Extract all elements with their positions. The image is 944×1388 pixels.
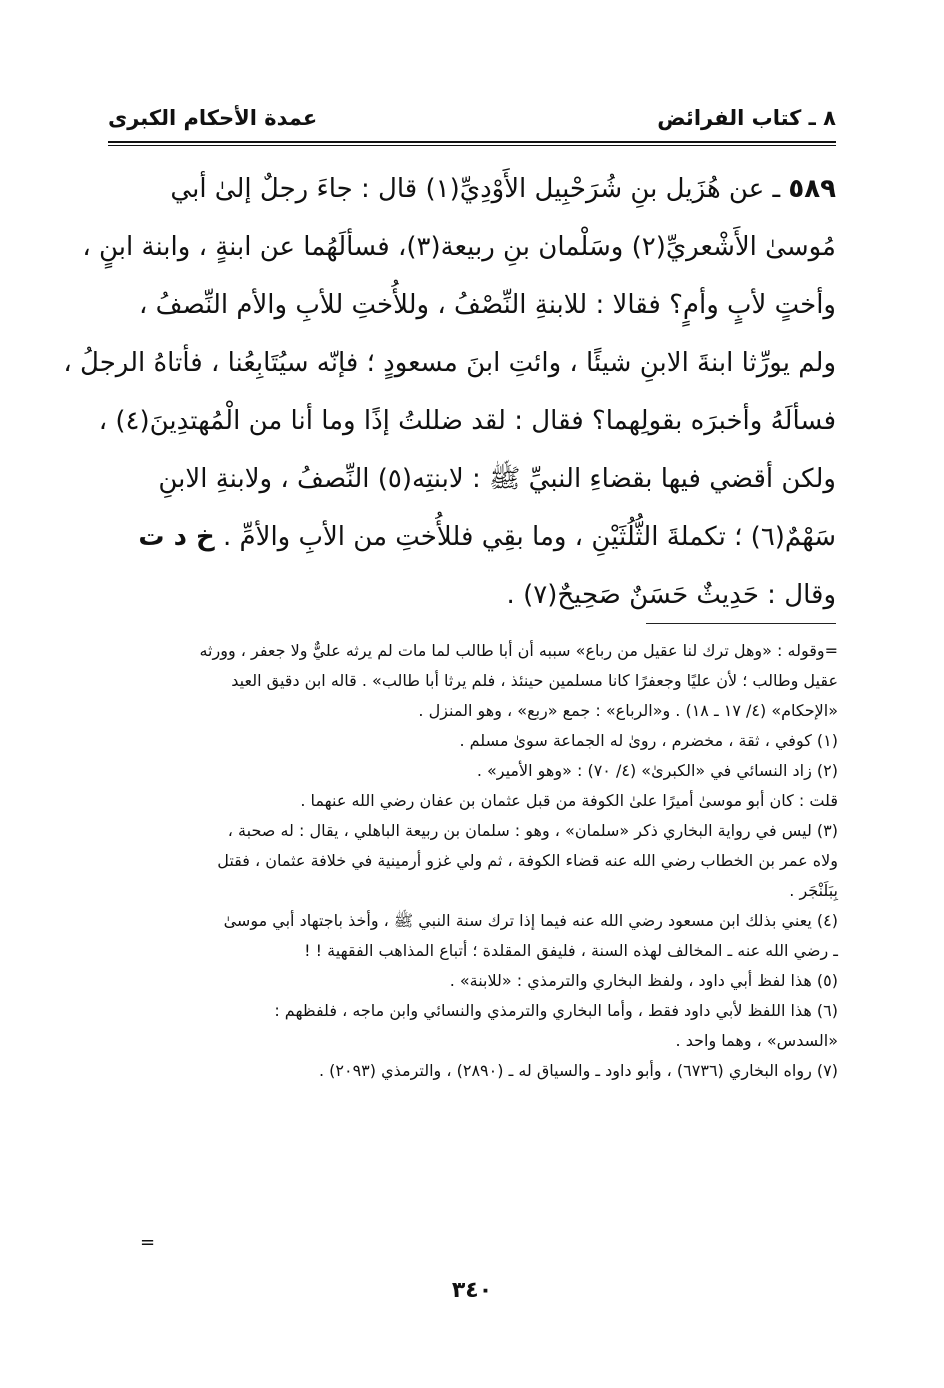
footnote-2: (٢) زاد النسائي في «الكبرىٰ» (٤/ ٧٠) : «وهو الأمير» . — [476, 761, 838, 780]
hadith-number: ٥٨٩ — [788, 174, 836, 204]
footnote-4: (٤) يعني بذلك ابن مسعود رضي الله عنه فيما إذا ترك سنة النبي ﷺ ، وأخذ باجتهاد أبي موسىٰ — [223, 911, 838, 930]
hadith-text — [63, 160, 836, 624]
footnote-line: ولاه عمر بن الخطاب رضي الله عنه قضاء الكوفة ، ثم ولي غزو أرمينية في خلافة عثمان ، فقتل — [217, 851, 838, 870]
hadith-line-3: وأختٍ لأبٍ وأمٍ؟ فقالا : للابنةِ النِّصْفُ ، وللأُختِ للأبِ والأم النِّصفُ ، — [139, 290, 836, 320]
footnote-line: ـ رضي الله عنه ـ المخالف لهذه السنة ، فليفق المقلدة ؛ أتباع المذاهب الفقهية ! ! — [304, 941, 838, 960]
footnote-line: =وقوله : «وهل ترك لنا عقيل من رباع» سببه أن أبا طالب لما مات لم يرثه عليٌّ ولا جعفر ، وورثه — [199, 641, 838, 660]
hadith-line-2: مُوسىٰ الأَشْعريِّ(٢) وسَلْمان بنِ ربيعة(٣)، فسألَهُما عن ابنةٍ ، وابنة ابنٍ ، — [82, 232, 836, 262]
footnote-line: «السدس» ، وهما واحد . — [675, 1031, 838, 1050]
hadith-line-7: سَهْمٌ(٦) ؛ تكملةَ الثُّلُثَيْنِ ، وما بقِي فللأُختِ من الأبِ والأمِّ . خ د ت — [138, 522, 836, 552]
footnote-3: (٣) ليس في رواية البخاري ذكر «سلمان» ، وهو : سلمان بن ربيعة الباهلي ، يقال : له صحبة ، — [227, 821, 838, 840]
continuation-mark: = — [140, 1232, 156, 1253]
source-sigla: خ د ت — [138, 522, 215, 552]
hadith-line-8: وقال : حَدِيثٌ حَسَنٌ صَحِيحٌ(٧) . — [506, 580, 836, 610]
footnote-separator — [646, 623, 836, 624]
footnote-line: قلت : كان أبو موسىٰ أميرًا علىٰ الكوفة من قبل عثمان بن عفان رضي الله عنهما . — [300, 791, 838, 810]
footnote-line: عقيل وطالب ؛ لأن عليًا وجعفرًا كانا مسلمين حينئذ ، فلم يرثا أبا طالب» . قاله ابن دقيق العيد — [231, 671, 838, 690]
book-title: عمدة الأحكام الكبرى — [108, 106, 318, 130]
hadith-line-5: فسألَهُ وأخبرَه بقولِهما؟ فقال : لقد ضللتُ إذًا وما أنا من الْمُهتدِينَ(٤) ، — [98, 406, 836, 436]
chapter-title: ٨ ـ كتاب الفرائض — [657, 106, 836, 130]
footnote-1: (١) كوفي ، ثقة ، مخضرم ، روىٰ له الجماعة سوىٰ مسلم . — [459, 731, 838, 750]
running-header — [108, 100, 836, 140]
hadith-line-4: ولم يورِّثا ابنةَ الابنِ شيئًا ، وائتِ ابنَ مسعودٍ ؛ فإنّه سيُتَابِعُنا ، فأتاهُ الرجلُ ، — [63, 348, 836, 378]
footnotes — [108, 636, 838, 1086]
footnote-5: (٥) هذا لفظ أبي داود ، ولفظ البخاري والترمذي : «للابنة» . — [449, 971, 838, 990]
footnote-6: (٦) هذا اللفظ لأبي داود فقط ، وأما البخاري والترمذي والنسائي وابن ماجه ، فلفظهم : — [274, 1001, 838, 1020]
header-rule — [108, 141, 836, 146]
page-number: ٣٤٠ — [451, 1278, 493, 1303]
footnote-7: (٧) رواه البخاري (٦٧٣٦) ، وأبو داود ـ والسياق له ـ (٢٨٩٠) ، والترمذي (٢٠٩٣) . — [318, 1061, 838, 1080]
footnote-line: «الإحكام» (٤/ ١٧ ـ ١٨) . و«الرباع» : جمع «ربع» ، وهو المنزل . — [418, 701, 838, 720]
hadith-line-6: ولكن أقضي فيها بقضاءِ النبيِّ ﷺ : لابنتِه(٥) النِّصفُ ، ولابنةِ الابنِ — [158, 464, 836, 494]
hadith-line-1: ٥٨٩ ـ عن هُزَيل بنِ شُرَحْبِيل الأَوْدِيِّ(١) قال : جاءَ رجلٌ إلىٰ أبي — [170, 174, 836, 204]
footnote-line: بِبَلَنْجَر . — [789, 881, 838, 900]
